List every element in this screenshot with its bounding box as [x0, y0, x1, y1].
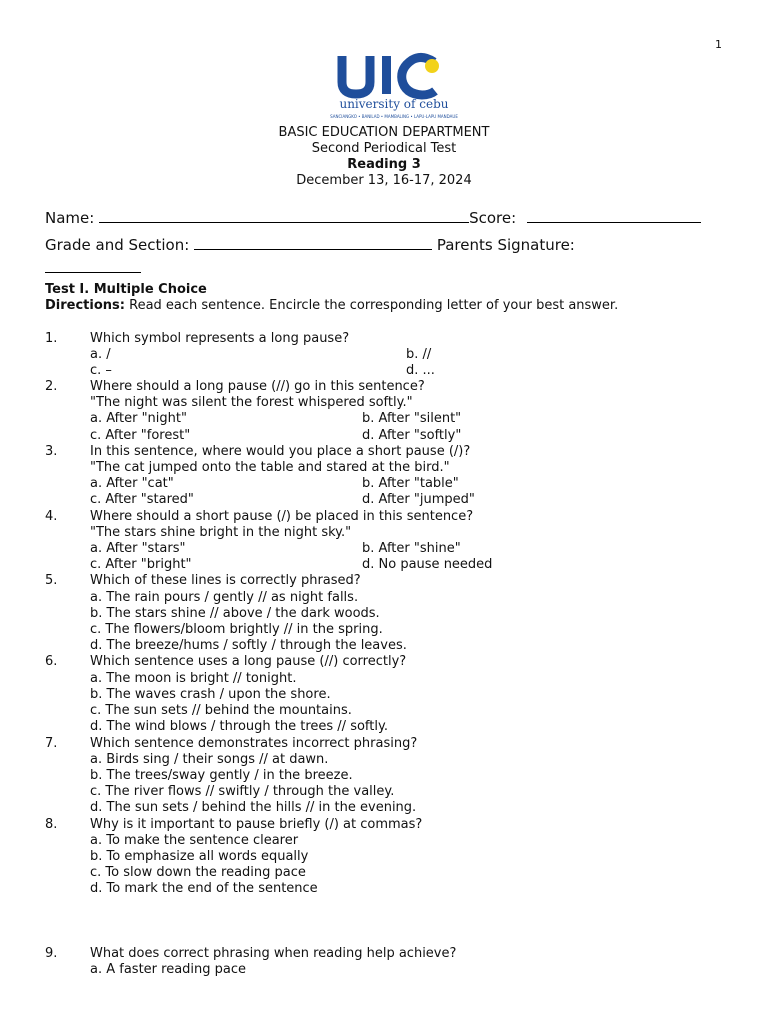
logo-text: university of cebu	[339, 97, 449, 111]
logo-tagline: SANCIANGKO • BANILAD • MAMBALING • LAPU-LAPU MANDAUE	[330, 114, 458, 119]
choice-7a[interactable]: a. Birds sing / their songs // at dawn.	[90, 752, 329, 767]
name-label: Name:	[45, 209, 95, 227]
choice-7b[interactable]: b. The trees/sway gently / in the breeze.	[90, 768, 353, 783]
choice-3d[interactable]: d. After "jumped"	[362, 492, 475, 507]
choice-2a[interactable]: a. After "night"	[90, 411, 187, 426]
university-logo	[322, 48, 466, 124]
choice-8d[interactable]: d. To mark the end of the sentence	[90, 881, 318, 896]
choice-4d[interactable]: d. No pause needed	[362, 557, 493, 572]
page-number: 1	[715, 38, 722, 51]
choice-5d[interactable]: d. The breeze/hums / softly / through the leaves.	[90, 638, 407, 653]
choice-2c[interactable]: c. After "forest"	[90, 428, 191, 443]
parents-label: Parents Signature:	[436, 236, 575, 254]
choice-7c[interactable]: c. The river flows // swiftly / through the valley.	[90, 784, 395, 799]
choice-1d[interactable]: d. ...	[406, 363, 435, 378]
uc-monogram	[342, 56, 439, 95]
test-date: December 13, 16-17, 2024	[296, 173, 472, 188]
choice-8c[interactable]: c. To slow down the reading pace	[90, 865, 306, 880]
name-blank[interactable]	[99, 208, 469, 223]
choice-5c[interactable]: c. The flowers/bloom brightly // in the spring.	[90, 622, 383, 637]
choice-3a[interactable]: a. After "cat"	[90, 476, 174, 491]
score-label: Score:	[469, 209, 517, 227]
test-title: Second Periodical Test	[311, 141, 457, 156]
choice-5b[interactable]: b. The stars shine // above / the dark woods.	[90, 606, 380, 621]
sentence-4: "The stars shine bright in the night sky."	[90, 525, 352, 540]
sentence-2: "The night was silent the forest whispered softly."	[90, 395, 413, 410]
choice-3c[interactable]: c. After "stared"	[90, 492, 194, 507]
choice-7d[interactable]: d. The sun sets / behind the hills // in the evening.	[90, 800, 417, 815]
department-title: BASIC EDUCATION DEPARTMENT	[278, 125, 490, 140]
choice-3b[interactable]: b. After "table"	[362, 476, 459, 491]
sentence-3: "The cat jumped onto the table and stared at the bird."	[90, 460, 450, 475]
choice-4c[interactable]: c. After "bright"	[90, 557, 192, 572]
choice-8a[interactable]: a. To make the sentence clearer	[90, 833, 299, 848]
choice-6b[interactable]: b. The waves crash / upon the shore.	[90, 687, 331, 702]
choice-2d[interactable]: d. After "softly"	[362, 428, 462, 443]
grade-parents-row	[45, 235, 575, 254]
choice-5a[interactable]: a. The rain pours / gently // as night falls.	[90, 590, 359, 605]
choice-8b[interactable]: b. To emphasize all words equally	[90, 849, 309, 864]
directions-label: Directions:	[45, 298, 125, 313]
subject-title: Reading 3	[347, 157, 421, 172]
choice-6c[interactable]: c. The sun sets // behind the mountains.	[90, 703, 352, 718]
choice-4b[interactable]: b. After "shine"	[362, 541, 461, 556]
grade-label: Grade and Section:	[45, 236, 190, 254]
choice-6d[interactable]: d. The wind blows / through the trees // softly.	[90, 719, 388, 734]
choice-1a[interactable]: a. /	[90, 347, 111, 362]
choice-1c[interactable]: c. –	[90, 363, 112, 378]
directions	[45, 298, 618, 313]
choice-9a[interactable]: a. A faster reading pace	[90, 962, 247, 977]
parents-signature-blank[interactable]	[45, 258, 141, 273]
directions-text: Read each sentence. Encircle the corresponding letter of your best answer.	[124, 298, 619, 313]
choice-1b[interactable]: b. //	[406, 347, 432, 362]
choice-4a[interactable]: a. After "stars"	[90, 541, 186, 556]
choice-2b[interactable]: b. After "silent"	[362, 411, 462, 426]
name-score-row	[45, 208, 701, 227]
score-blank[interactable]	[527, 208, 701, 223]
choice-6a[interactable]: a. The moon is bright // tonight.	[90, 671, 297, 686]
grade-blank[interactable]	[194, 235, 432, 250]
test-title-multiple-choice: Test I. Multiple Choice	[45, 282, 207, 297]
